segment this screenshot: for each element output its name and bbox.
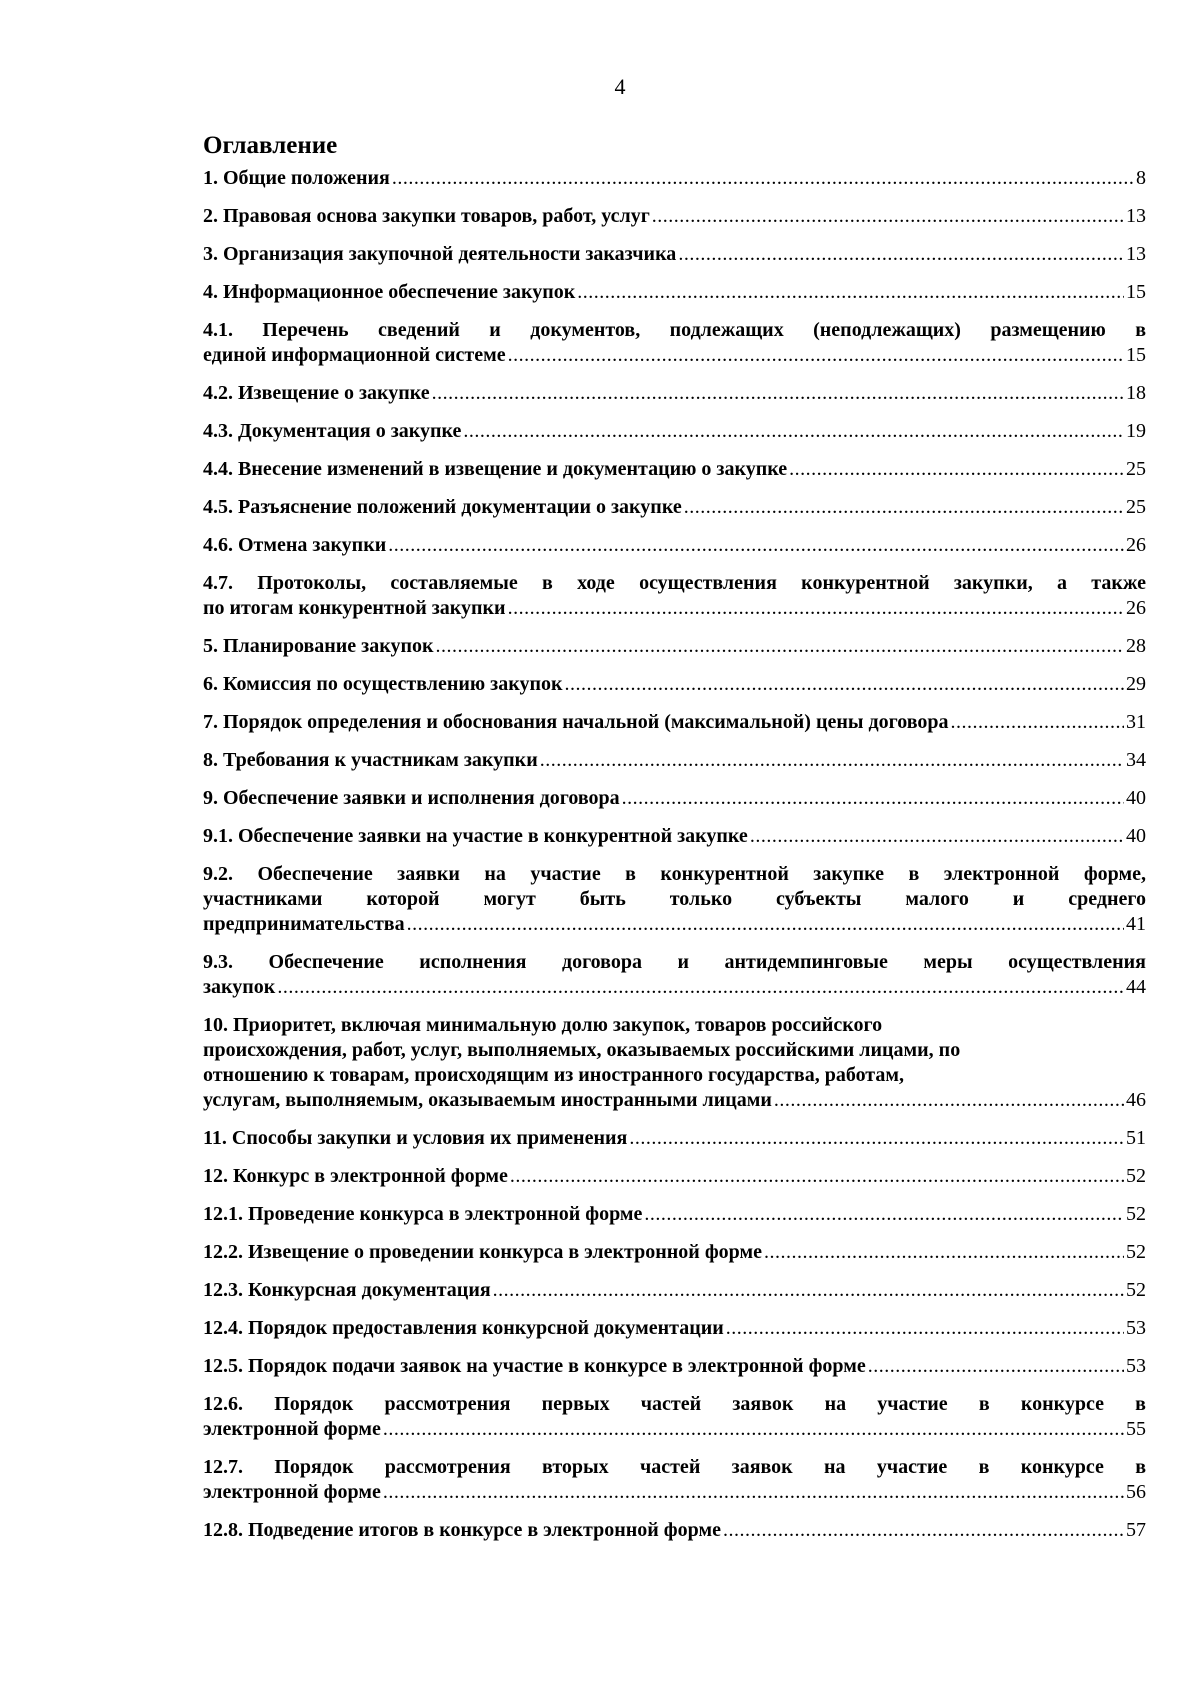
- toc-entry-last-line: [203, 533, 1146, 558]
- toc-entry-title: 7. Порядок определения и обоснования начальной (максимальной) цены договора: [203, 711, 949, 733]
- dot-leader: [622, 786, 1124, 811]
- toc-entry-heading-line: 4.1. Перечень сведений и документов, подлежащих (неподлежащих) размещению в: [203, 319, 1146, 341]
- toc-entry[interactable]: [203, 1316, 1146, 1341]
- toc-entry-page-number: 40: [1126, 825, 1146, 847]
- toc-title: Оглавление: [203, 132, 338, 159]
- toc-entry-heading-lines: [203, 1455, 1146, 1480]
- dot-leader: [510, 1164, 1124, 1189]
- toc-entry[interactable]: [203, 571, 1146, 621]
- toc-entry-page-number: 34: [1126, 749, 1146, 771]
- toc-entry-page-number: 15: [1126, 281, 1146, 303]
- toc-entry-title: 4.3. Документация о закупке: [203, 420, 462, 442]
- toc-entry[interactable]: [203, 204, 1146, 229]
- toc-entry-page-number: 15: [1126, 344, 1146, 366]
- toc-entry[interactable]: [203, 710, 1146, 735]
- dot-leader: [508, 343, 1124, 368]
- toc-entry[interactable]: [203, 748, 1146, 773]
- toc-entry-title: 4.5. Разъяснение положений документации о закупке: [203, 496, 682, 518]
- toc-entry-page-number: 26: [1126, 534, 1146, 556]
- toc-entry-title: 8. Требования к участникам закупки: [203, 749, 538, 771]
- toc-entry-page-number: 55: [1126, 1418, 1146, 1440]
- toc-entry[interactable]: [203, 457, 1146, 482]
- toc-entry-title: 12.2. Извещение о проведении конкурса в электронной форме: [203, 1241, 762, 1263]
- toc-entry-title: 9. Обеспечение заявки и исполнения договора: [203, 787, 620, 809]
- toc-entry-title: 4.6. Отмена закупки: [203, 534, 387, 556]
- toc-entry-last-line: [203, 381, 1146, 406]
- dot-leader: [723, 1518, 1124, 1543]
- dot-leader: [383, 1417, 1124, 1442]
- toc-entry[interactable]: [203, 950, 1146, 1000]
- toc-entry-page-number: 52: [1126, 1203, 1146, 1225]
- dot-leader: [726, 1316, 1124, 1341]
- toc-entry-last-line: [203, 1240, 1146, 1265]
- dot-leader: [868, 1354, 1124, 1379]
- dot-leader: [764, 1240, 1124, 1265]
- toc-entry-title: 6. Комиссия по осуществлению закупок: [203, 673, 563, 695]
- toc-entry-page-number: 56: [1126, 1481, 1146, 1503]
- toc-entry-last-line: [203, 204, 1146, 229]
- toc-entry-last-line: [203, 1164, 1146, 1189]
- toc-entry[interactable]: [203, 381, 1146, 406]
- toc-entry-last-line: [203, 1354, 1146, 1379]
- toc-list: [203, 166, 1146, 1556]
- dot-leader: [540, 748, 1124, 773]
- toc-entry-heading-line: участниками которой могут быть только субъекты малого и среднего: [203, 888, 1146, 910]
- toc-entry-last-line: [203, 596, 1146, 621]
- toc-entry-heading-line: происхождения, работ, услуг, выполняемых, оказываемых российскими лицами, по: [203, 1039, 961, 1061]
- dot-leader: [774, 1088, 1124, 1113]
- toc-entry-last-line: [203, 1480, 1146, 1505]
- toc-entry-page-number: 25: [1126, 458, 1146, 480]
- toc-entry-page-number: 40: [1126, 787, 1146, 809]
- toc-entry-last-line: [203, 1088, 1146, 1113]
- toc-entry[interactable]: [203, 1354, 1146, 1379]
- dot-leader: [508, 596, 1124, 621]
- dot-leader: [644, 1202, 1124, 1227]
- toc-entry-page-number: 52: [1126, 1165, 1146, 1187]
- toc-entry-title: 5. Планирование закупок: [203, 635, 434, 657]
- toc-entry-page-number: 31: [1126, 711, 1146, 733]
- dot-leader: [684, 495, 1124, 520]
- toc-entry-last-line: [203, 975, 1146, 1000]
- toc-entry[interactable]: [203, 1013, 1146, 1113]
- toc-entry-heading-line: 9.3. Обеспечение исполнения договора и антидемпинговые меры осуществления: [203, 951, 1146, 973]
- dot-leader: [652, 204, 1124, 229]
- toc-entry[interactable]: [203, 1126, 1146, 1151]
- toc-entry-last-line: [203, 280, 1146, 305]
- dot-leader: [432, 381, 1124, 406]
- dot-leader: [392, 166, 1134, 191]
- toc-entry-last-line: [203, 786, 1146, 811]
- toc-entry-last-line: [203, 1202, 1146, 1227]
- dot-leader: [577, 280, 1124, 305]
- toc-entry-title: 12.3. Конкурсная документация: [203, 1279, 491, 1301]
- toc-entry-last-line: [203, 1417, 1146, 1442]
- toc-entry-page-number: 51: [1126, 1127, 1146, 1149]
- page-number: 4: [614, 74, 626, 99]
- toc-entry-heading-line: 12.6. Порядок рассмотрения первых частей заявок на участие в конкурсе в: [203, 1393, 1146, 1415]
- toc-entry-title: 1. Общие положения: [203, 167, 390, 189]
- toc-entry-title: предпринимательства: [203, 913, 405, 935]
- toc-entry-heading-lines: [203, 862, 1146, 912]
- toc-entry-title: 12.5. Порядок подачи заявок на участие в конкурсе в электронной форме: [203, 1355, 866, 1377]
- toc-entry-page-number: 18: [1126, 382, 1146, 404]
- dot-leader: [407, 912, 1124, 937]
- toc-entry[interactable]: [203, 862, 1146, 937]
- toc-entry-title: 3. Организация закупочной деятельности заказчика: [203, 243, 677, 265]
- toc-entry[interactable]: [203, 533, 1146, 558]
- toc-entry-heading-lines: [203, 318, 1146, 343]
- dot-leader: [950, 710, 1124, 735]
- toc-entry-page-number: 28: [1126, 635, 1146, 657]
- toc-entry-title: 12.1. Проведение конкурса в электронной форме: [203, 1203, 643, 1225]
- toc-entry-last-line: [203, 343, 1146, 368]
- toc-entry-last-line: [203, 748, 1146, 773]
- toc-entry[interactable]: [203, 1278, 1146, 1303]
- toc-entry-page-number: 57: [1126, 1519, 1146, 1541]
- toc-entry[interactable]: [203, 1202, 1146, 1227]
- toc-entry-heading-lines: [203, 1392, 1146, 1417]
- dot-leader: [388, 533, 1124, 558]
- toc-entry-title: электронной форме: [203, 1481, 381, 1503]
- toc-entry-page-number: 13: [1126, 243, 1146, 265]
- toc-entry[interactable]: [203, 786, 1146, 811]
- toc-entry-heading-lines: [203, 950, 1146, 975]
- toc-entry-page-number: 26: [1126, 597, 1146, 619]
- toc-entry[interactable]: [203, 318, 1146, 368]
- toc-entry-heading-lines: [203, 571, 1146, 596]
- toc-entry-page-number: 41: [1126, 913, 1146, 935]
- dot-leader: [789, 457, 1124, 482]
- toc-entry[interactable]: [203, 634, 1146, 659]
- toc-entry-title: по итогам конкурентной закупки: [203, 597, 506, 619]
- toc-entry-page-number: 8: [1136, 167, 1146, 189]
- toc-entry[interactable]: [203, 495, 1146, 520]
- toc-entry[interactable]: [203, 1392, 1146, 1442]
- toc-entry[interactable]: [203, 280, 1146, 305]
- toc-entry-last-line: [203, 1518, 1146, 1543]
- toc-entry-page-number: 19: [1126, 420, 1146, 442]
- dot-leader: [383, 1480, 1124, 1505]
- toc-entry-last-line: [203, 1278, 1146, 1303]
- toc-entry-last-line: [203, 495, 1146, 520]
- toc-entry-last-line: [203, 634, 1146, 659]
- toc-entry-last-line: [203, 419, 1146, 444]
- toc-entry-title: услугам, выполняемым, оказываемым иностранными лицами: [203, 1089, 772, 1111]
- toc-entry-last-line: [203, 242, 1146, 267]
- toc-entry-heading-line: 4.7. Протоколы, составляемые в ходе осуществления конкурентной закупки, а также: [203, 572, 1146, 594]
- toc-entry-page-number: 29: [1126, 673, 1146, 695]
- toc-entry-page-number: 25: [1126, 496, 1146, 518]
- dot-leader: [750, 824, 1124, 849]
- dot-leader: [277, 975, 1124, 1000]
- toc-entry-heading-line: отношению к товарам, происходящим из иностранного государства, работам,: [203, 1064, 904, 1086]
- toc-entry[interactable]: [203, 1455, 1146, 1505]
- toc-entry[interactable]: [203, 166, 1146, 191]
- toc-entry-title: 4. Информационное обеспечение закупок: [203, 281, 576, 303]
- dot-leader: [493, 1278, 1124, 1303]
- toc-entry-last-line: [203, 672, 1146, 697]
- toc-entry[interactable]: [203, 1164, 1146, 1189]
- dot-leader: [678, 242, 1124, 267]
- toc-entry-last-line: [203, 166, 1146, 191]
- toc-entry[interactable]: [203, 824, 1146, 849]
- toc-entry-page-number: 52: [1126, 1279, 1146, 1301]
- toc-entry-last-line: [203, 457, 1146, 482]
- toc-entry-title: 12.8. Подведение итогов в конкурсе в электронной форме: [203, 1519, 721, 1541]
- toc-entry-heading-line: 9.2. Обеспечение заявки на участие в конкурентной закупке в электронной форме,: [203, 863, 1146, 885]
- toc-entry-page-number: 13: [1126, 205, 1146, 227]
- toc-entry-page-number: 53: [1126, 1355, 1146, 1377]
- toc-entry-heading-line: 10. Приоритет, включая минимальную долю закупок, товаров российского: [203, 1014, 883, 1036]
- toc-entry-last-line: [203, 1126, 1146, 1151]
- toc-entry-last-line: [203, 912, 1146, 937]
- toc-entry-page-number: 52: [1126, 1241, 1146, 1263]
- toc-entry-title: электронной форме: [203, 1418, 381, 1440]
- toc-entry-title: 4.2. Извещение о закупке: [203, 382, 430, 404]
- toc-entry[interactable]: [203, 1518, 1146, 1543]
- dot-leader: [463, 419, 1124, 444]
- toc-entry[interactable]: [203, 1240, 1146, 1265]
- toc-entry-page-number: 46: [1126, 1089, 1146, 1111]
- dot-leader: [565, 672, 1124, 697]
- toc-entry[interactable]: [203, 242, 1146, 267]
- toc-entry-heading-lines: [203, 1013, 1146, 1088]
- toc-entry-title: 4.4. Внесение изменений в извещение и документацию о закупке: [203, 458, 788, 480]
- dot-leader: [629, 1126, 1124, 1151]
- toc-entry-title: 12.4. Порядок предоставления конкурсной документации: [203, 1317, 724, 1339]
- toc-entry[interactable]: [203, 672, 1146, 697]
- toc-entry[interactable]: [203, 419, 1146, 444]
- toc-entry-page-number: 44: [1126, 976, 1146, 998]
- toc-entry-title: 9.1. Обеспечение заявки на участие в конкурентной закупке: [203, 825, 748, 847]
- toc-entry-title: закупок: [203, 976, 276, 998]
- toc-entry-title: 12. Конкурс в электронной форме: [203, 1165, 508, 1187]
- toc-entry-last-line: [203, 1316, 1146, 1341]
- toc-entry-heading-line: 12.7. Порядок рассмотрения вторых частей заявок на участие в конкурсе в: [203, 1456, 1146, 1478]
- toc-entry-title: 11. Способы закупки и условия их применения: [203, 1127, 628, 1149]
- toc-entry-last-line: [203, 710, 1146, 735]
- toc-entry-page-number: 53: [1126, 1317, 1146, 1339]
- toc-entry-title: единой информационной системе: [203, 344, 506, 366]
- toc-entry-title: 2. Правовая основа закупки товаров, работ, услуг: [203, 205, 650, 227]
- dot-leader: [436, 634, 1125, 659]
- toc-entry-last-line: [203, 824, 1146, 849]
